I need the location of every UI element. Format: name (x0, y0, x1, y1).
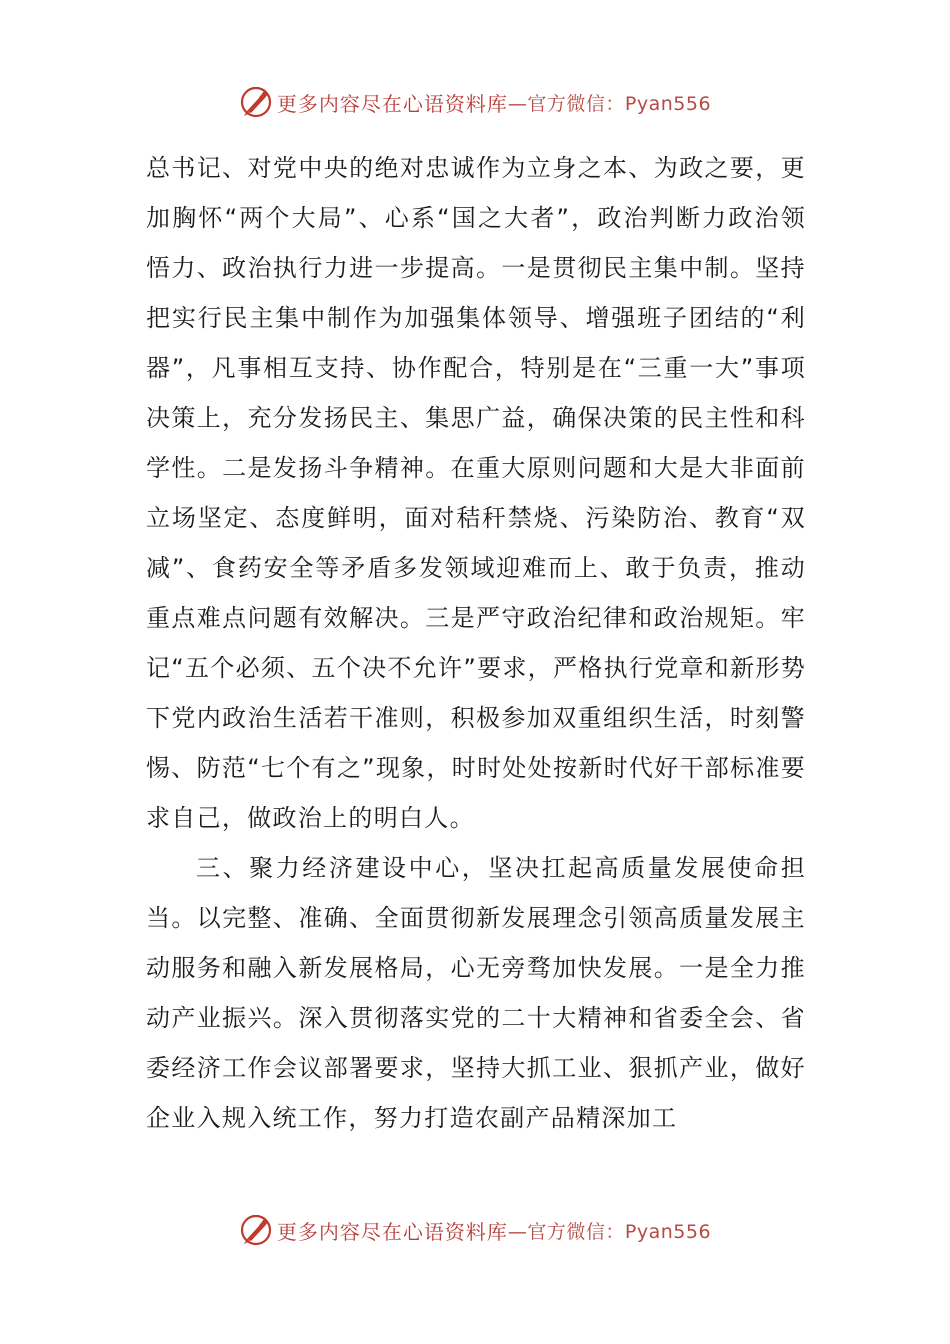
body-paragraph-2: 三、聚力经济建设中心，坚决扛起高质量发展使命担当。以完整、准确、全面贯彻新发展理念引领高质量发展主动服务和融入新发展格局，心无旁骛加快发展。一是全力推动产业振兴。深入贯彻落实党的二十大精神和省委全会、省委经济工作会议部署要求，坚持大抓工业、狠抓产业，做好企业入规入统工作，努力打造农副产品精深加工 (146, 854, 806, 1132)
pen-logo-icon (239, 85, 273, 119)
header-banner (0, 82, 950, 122)
header-contact-text: —官方微信：Pyan556 (507, 92, 712, 115)
footer-contact-text: —官方微信：Pyan556 (507, 1220, 712, 1243)
pen-logo-icon (239, 1213, 273, 1247)
header-brand-text: 更多内容尽在心语资料库 (276, 91, 508, 116)
footer-brand-text: 更多内容尽在心语资料库 (276, 1219, 508, 1244)
footer-banner (0, 1210, 950, 1250)
document-body (146, 143, 806, 1143)
body-paragraph-1: 总书记、对党中央的绝对忠诚作为立身之本、为政之要，更加胸怀“两个大局”、心系“国之大者”，政治判断力政治领悟力、政治执行力进一步提高。一是贯彻民主集中制。坚持把实行民主集中制作为加强集体领导、增强班子团结的“利器”，凡事相互支持、协作配合，特别是在“三重一大”事项决策上，充分发扬民主、集思广益，确保决策的民主性和科学性。二是发扬斗争精神。在重大原则问题和大是大非面前立场坚定、态度鲜明，面对秸秆禁烧、污染防治、教育“双减”、食药安全等矛盾多发领域迎难而上、敢于负责，推动重点难点问题有效解决。三是严守政治纪律和政治规矩。牢记“五个必须、五个决不允许”要求，严格执行党章和新形势下党内政治生活若干准则，积极参加双重组织生活，时刻警惕、防范“七个有之”现象，时时处处按新时代好干部标准要求自己，做政治上的明白人。 (146, 154, 806, 832)
